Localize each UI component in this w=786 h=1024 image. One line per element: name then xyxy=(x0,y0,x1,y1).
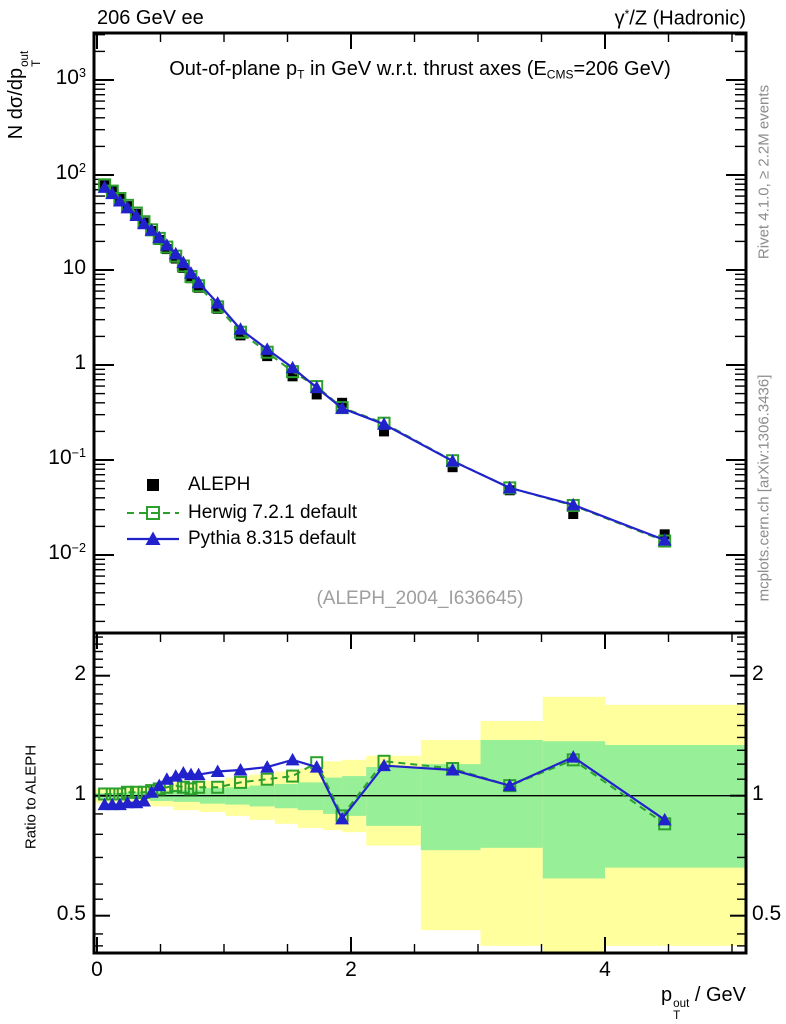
ratio-tick-label-left: 0.5 xyxy=(56,901,86,925)
y-tick-label: $10^3$ xyxy=(55,66,86,89)
series-herwig-main xyxy=(99,179,670,546)
mcplots-note: mcplots.cern.ch [arXiv:1306.3436] xyxy=(755,374,773,602)
ratio-tick-label-right: 0.5 xyxy=(752,901,782,925)
y-tick-label: $10^{-2}$ xyxy=(48,541,86,564)
watermark: (ALEPH_2004_I636645) xyxy=(316,588,524,609)
ratio-tick-label-right: 2 xyxy=(752,661,764,685)
header-beam-energy: 206 GeV ee xyxy=(97,7,204,29)
legend-item-herwig: Herwig 7.2.1 default xyxy=(188,502,357,523)
x-tick-label: 0 xyxy=(91,958,103,981)
x-tick-label: 4 xyxy=(599,958,611,981)
y-tick-label: $10^2$ xyxy=(55,161,86,184)
header-process: γ*/Z (Hadronic) xyxy=(614,7,746,30)
y-tick-label: 1 xyxy=(74,351,86,374)
x-axis-label: p out T / GeV xyxy=(661,984,746,1022)
plot-title: Out-of-plane $p_T$ in GeV w.r.t. thrust axes ($E_{CMS}=206$ GeV) xyxy=(169,58,671,82)
ratio-tick-label-right: 1 xyxy=(752,781,764,805)
legend-item-aleph: ALEPH xyxy=(188,474,251,495)
ratio-tick-label-left: 2 xyxy=(74,661,86,685)
series-pythia-main xyxy=(98,180,672,545)
series-aleph-main xyxy=(100,180,670,539)
legend-item-pythia: Pythia 8.315 default xyxy=(188,528,356,549)
rivet-version-note: Rivet 4.1.0, ≥ 2.2M events xyxy=(755,84,773,260)
ratio-tick-label-left: 1 xyxy=(74,781,86,805)
y-tick-label: 10 xyxy=(62,256,86,279)
y-axis-label: N dσ/dp out T xyxy=(4,50,43,140)
legend-markers xyxy=(127,479,179,545)
y-tick-label: $10^{-1}$ xyxy=(48,446,86,469)
x-tick-label: 2 xyxy=(345,958,357,981)
ratio-axis-label: Ratio to ALEPH xyxy=(22,744,40,850)
